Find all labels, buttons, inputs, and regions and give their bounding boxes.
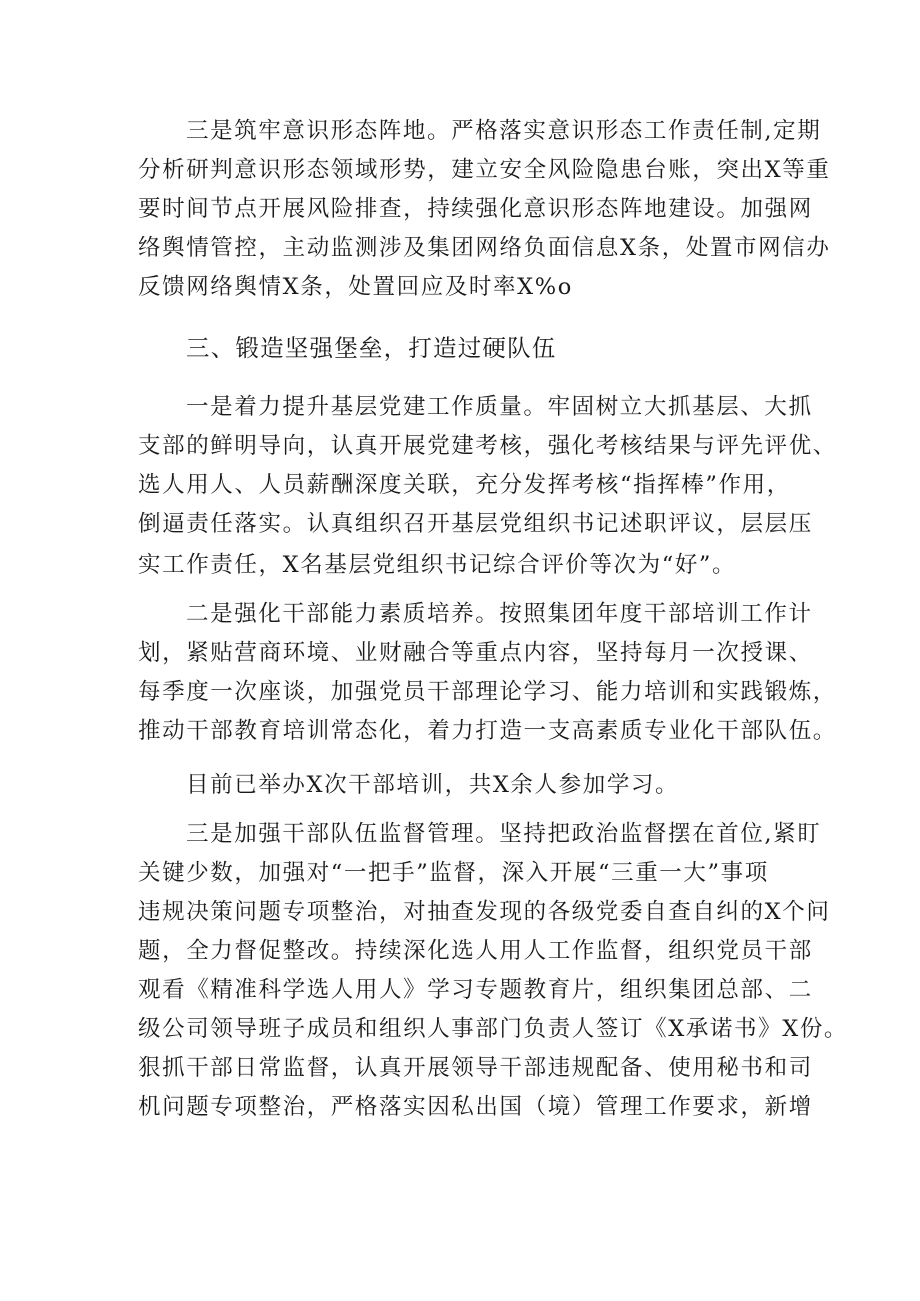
paragraph-line: 违规决策问题专项整治，对抽查发现的各级党委自查自纠的X个问 [138, 899, 831, 925]
paragraph-line: 关键少数，加强对“一把手”监督，深入开展“三重一大”事项 [138, 860, 769, 886]
paragraph-line: 分析研判意识形态领域形势，建立安全风险隐患台账，突出X等重 [138, 157, 831, 183]
paragraph-line: 机问题专项整治，严格落实因私出国（境）管理工作要求，新增 [138, 1094, 813, 1120]
paragraph-line: 络舆情管控，主动监测涉及集团网络负面信息X条，处置市网信办 [138, 235, 831, 261]
paragraph-line: 三是筑牢意识形态阵地。严格落实意识形态工作责任制,定期 [186, 118, 822, 144]
paragraph-line: 要时间节点开展风险排查，持续强化意识形态阵地建设。加强网 [138, 196, 813, 222]
paragraph-line: 目前已举办X次干部培训，共X余人参加学习。 [186, 772, 680, 798]
paragraph-line: 观看《精准科学选人用人》学习专题教育片，组织集团总部、二 [138, 977, 813, 1003]
paragraph-line: 支部的鲜明导向，认真开展党建考核，强化考核结果与评先评优、 [138, 433, 837, 459]
paragraph-line: 二是强化干部能力素质培养。按照集团年度干部培训工作计 [186, 601, 813, 627]
paragraph-line: 选人用人、人员薪酬深度关联，充分发挥考核“指挥棒”作用， [138, 472, 791, 498]
paragraph-line: 每季度一次座谈，加强党员干部理论学习、能力培训和实践锻炼， [138, 679, 837, 705]
section-heading: 三、锻造坚强堡垒，打造过硬队伍 [186, 334, 557, 362]
paragraph-line: 推动干部教育培训常态化，着力打造一支高素质专业化干部队伍。 [138, 718, 837, 744]
paragraph-line: 题，全力督促整改。持续深化选人用人工作监督，组织党员干部 [138, 938, 813, 964]
paragraph-line: 三是加强干部队伍监督管理。坚持把政治监督摆在首位,紧盯 [186, 821, 822, 847]
paragraph-line: 狠抓干部日常监督，认真开展领导干部违规配备、使用秘书和司 [138, 1055, 813, 1081]
paragraph-line: 反馈网络舆情X条，处置回应及时率X%o [138, 274, 573, 300]
paragraph-line: 划，紧贴营商环境、业财融合等重点内容，坚持每月一次授课、 [138, 640, 813, 666]
paragraph-line: 一是着力提升基层党建工作质量。牢固树立大抓基层、大抓 [186, 394, 813, 420]
paragraph-line: 倒逼责任落实。认真组织召开基层党组织书记述职评议，层层压 [138, 511, 813, 537]
paragraph-line: 实工作责任，X名基层党组织书记综合评价等次为“好”。 [138, 552, 737, 578]
paragraph-line: 级公司领导班子成员和组织人事部门负责人签订《X承诺书》X份。 [138, 1016, 849, 1042]
